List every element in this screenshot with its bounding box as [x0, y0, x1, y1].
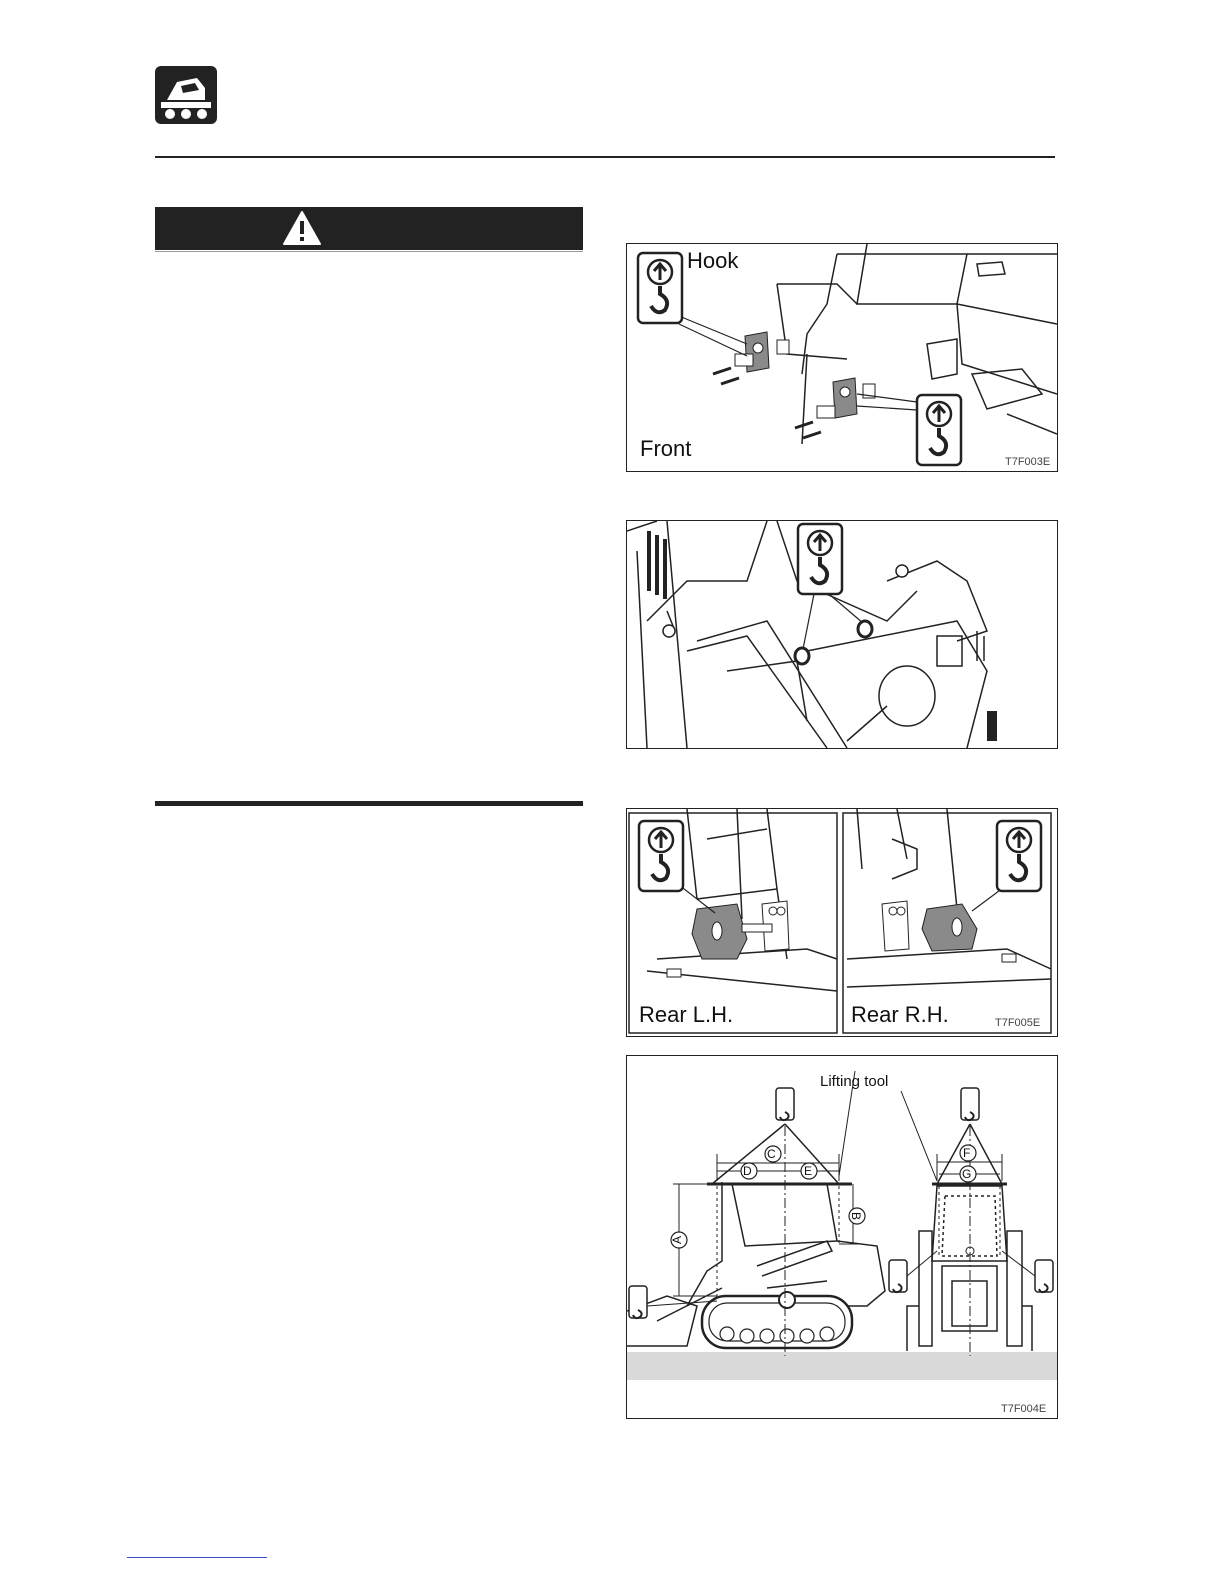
lifting-tool-label: Lifting tool [820, 1073, 889, 1090]
loader-transport-icon [155, 66, 217, 124]
footer-link-underline [127, 1557, 267, 1558]
dim-label-b: B [849, 1211, 864, 1221]
rear-right-label: Rear R.H. [851, 1002, 949, 1027]
figure-code: T7F003E [1005, 456, 1051, 468]
dim-label-g: G [962, 1167, 972, 1181]
dim-label-f: F [963, 1146, 971, 1160]
hook-label: Hook [687, 248, 739, 273]
figure-code: T7F004E [1001, 1403, 1047, 1415]
dim-label-a: A [670, 1235, 685, 1245]
figure-code: T7F005E [995, 1017, 1041, 1029]
dim-label-e: E [804, 1164, 813, 1178]
front-label: Front [640, 436, 692, 461]
figure-lifting-diagram [626, 1055, 1058, 1419]
section-divider [155, 801, 583, 806]
figure-rear-hooks [626, 808, 1058, 1037]
dim-label-c: C [767, 1147, 776, 1161]
figure-front-hooks [626, 243, 1058, 472]
figure-engine-hooks [626, 520, 1058, 749]
warning-banner [155, 207, 583, 250]
warning-triangle-icon [282, 210, 322, 246]
warning-underline [155, 251, 583, 252]
rear-left-label: Rear L.H. [639, 1002, 734, 1027]
header-divider [155, 156, 1055, 158]
dim-label-d: D [743, 1164, 752, 1178]
